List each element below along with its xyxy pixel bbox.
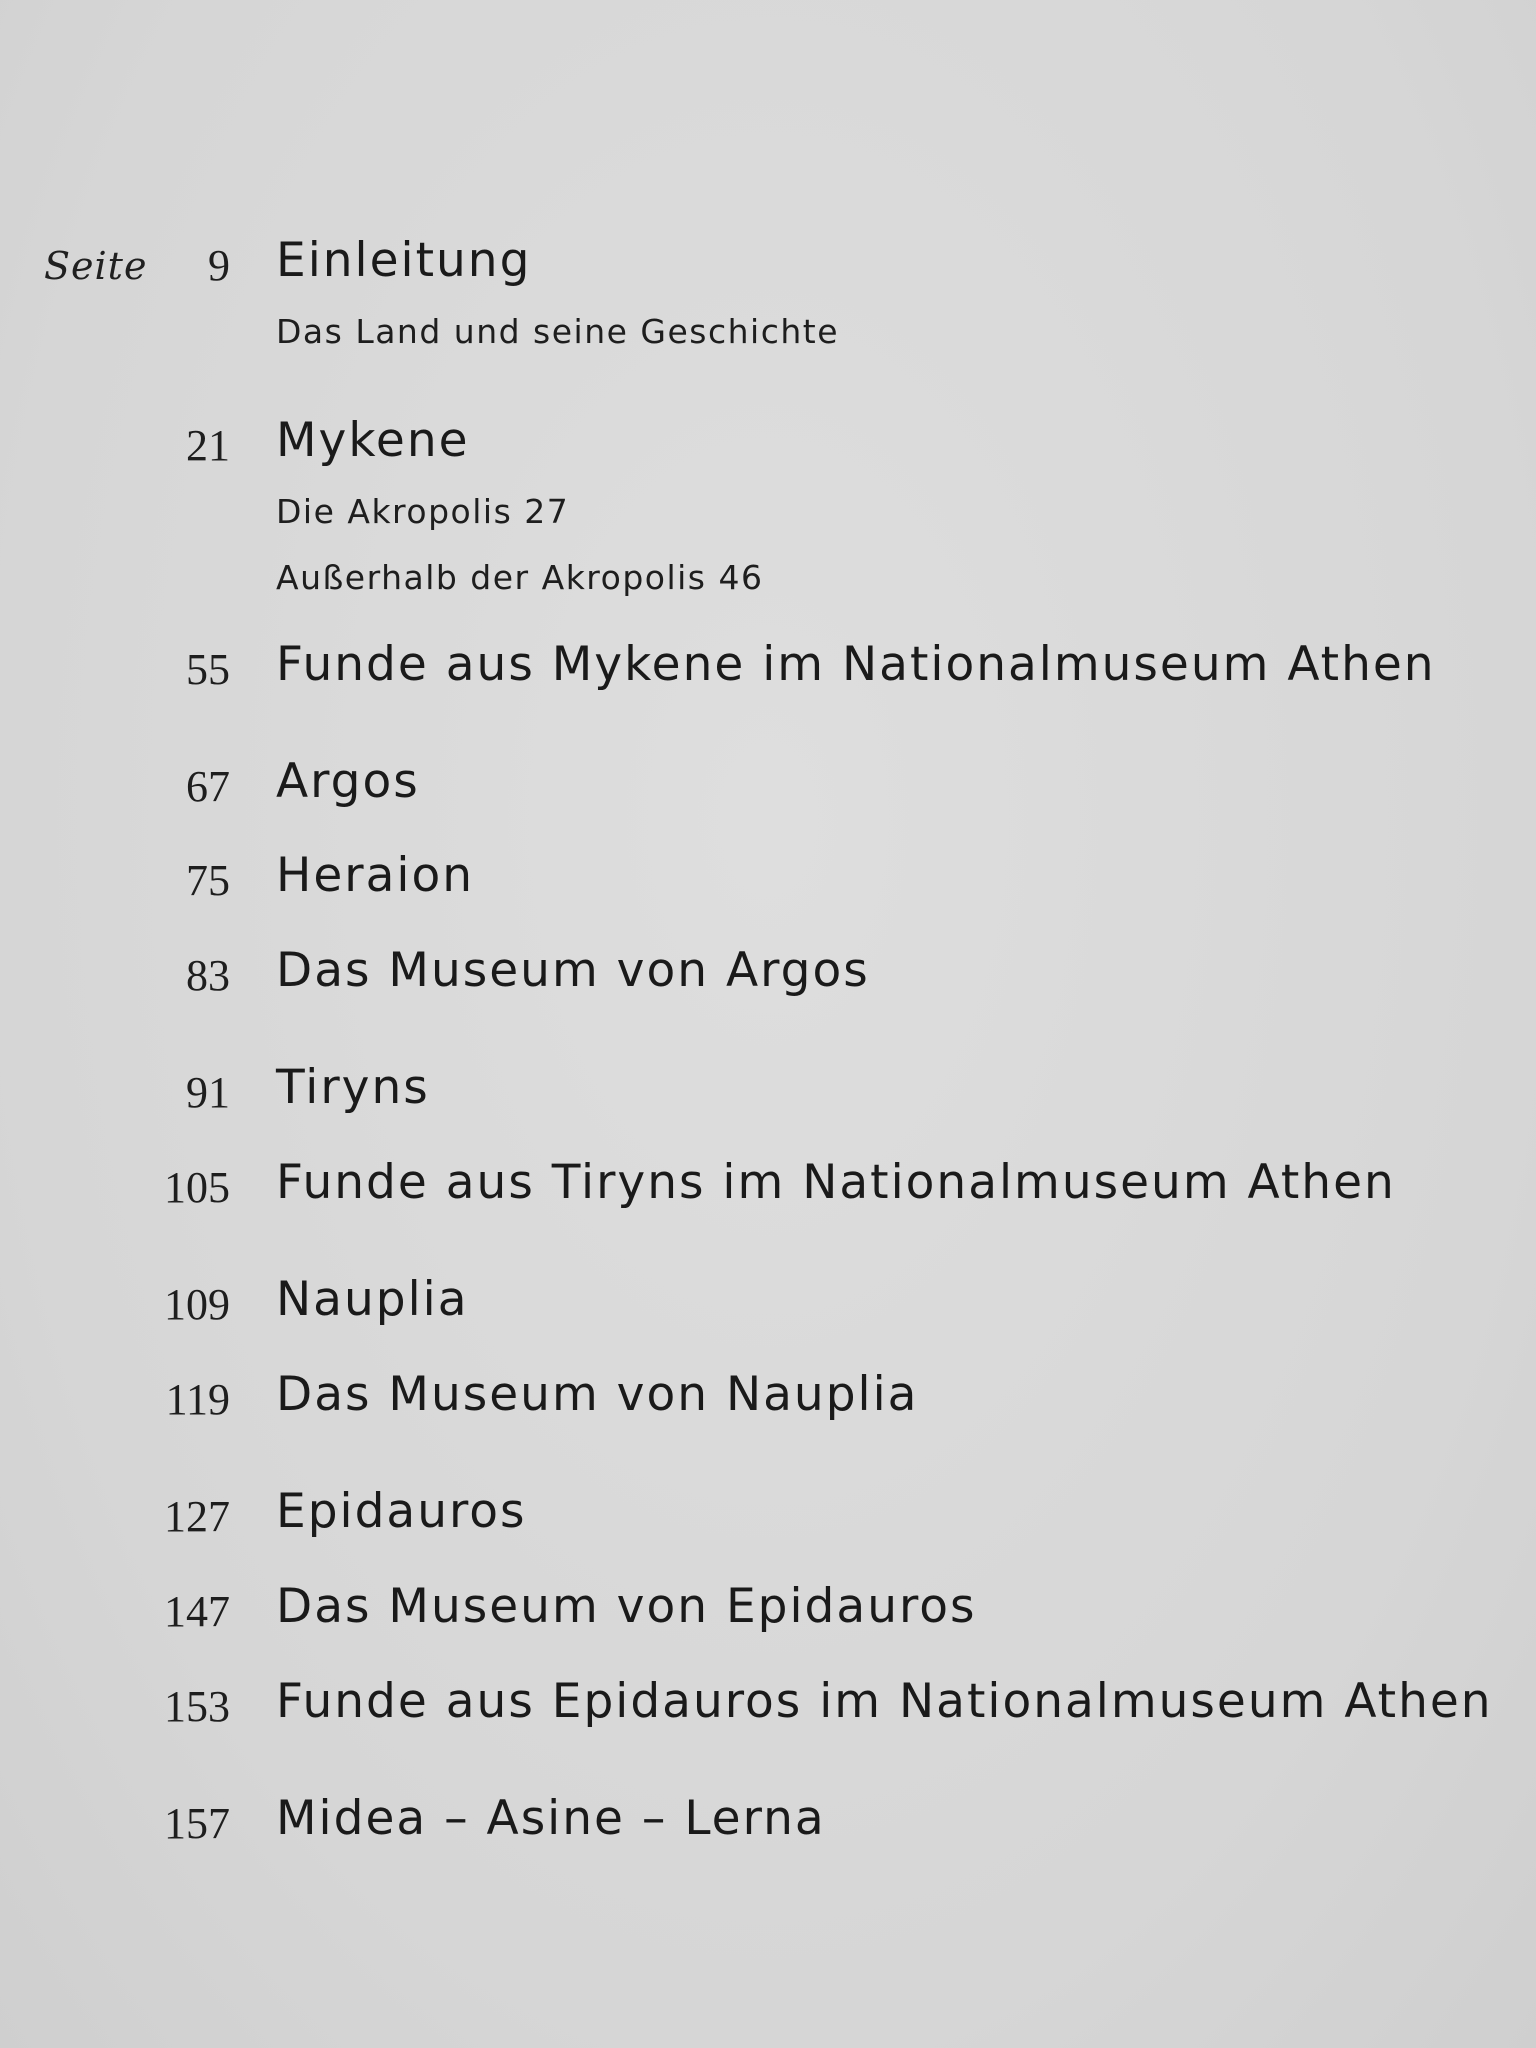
- page-number: 55: [186, 645, 230, 694]
- toc-entry-title: Das Museum von Epidauros: [276, 1579, 977, 1634]
- toc-entry-title: Heraion: [276, 848, 474, 903]
- page-number: 75: [186, 856, 230, 905]
- page-number: 105: [164, 1163, 230, 1212]
- seite-label: Seite: [44, 244, 148, 288]
- toc-entry-title: Das Museum von Argos: [276, 943, 870, 998]
- page-number: 67: [186, 762, 230, 811]
- page-number: 9: [208, 241, 230, 290]
- toc-entry-title: Funde aus Epidauros im Nationalmuseum Athen: [276, 1674, 1493, 1729]
- toc-entry-title: Epidauros: [276, 1484, 527, 1539]
- toc-entry-title: Tiryns: [276, 1060, 430, 1115]
- toc-subentry: Außerhalb der Akropolis 46: [276, 558, 764, 597]
- toc-entry-title: Funde aus Mykene im Nationalmuseum Athen: [276, 637, 1436, 692]
- toc-entry-title: Funde aus Tiryns im Nationalmuseum Athen: [276, 1155, 1396, 1210]
- page-number: 127: [164, 1492, 230, 1541]
- page-number: 119: [165, 1375, 230, 1424]
- page-number: 91: [186, 1068, 230, 1117]
- toc-entry-title: Mykene: [276, 413, 470, 468]
- toc-subentry: Die Akropolis 27: [276, 492, 570, 531]
- page-number: 157: [164, 1799, 230, 1848]
- page-number: 147: [164, 1587, 230, 1636]
- toc-entry-title: Nauplia: [276, 1272, 469, 1327]
- page-number: 21: [186, 421, 230, 470]
- page-number: 83: [186, 951, 230, 1000]
- page-number: 153: [164, 1682, 230, 1731]
- toc-entry-title: Argos: [276, 754, 420, 809]
- toc-entry-title: Das Museum von Nauplia: [276, 1367, 919, 1422]
- toc-entry-title: Einleitung: [276, 233, 532, 288]
- page-number: 109: [164, 1280, 230, 1329]
- toc-subentry: Das Land und seine Geschichte: [276, 312, 840, 351]
- toc-entry-title: Midea – Asine – Lerna: [276, 1791, 826, 1846]
